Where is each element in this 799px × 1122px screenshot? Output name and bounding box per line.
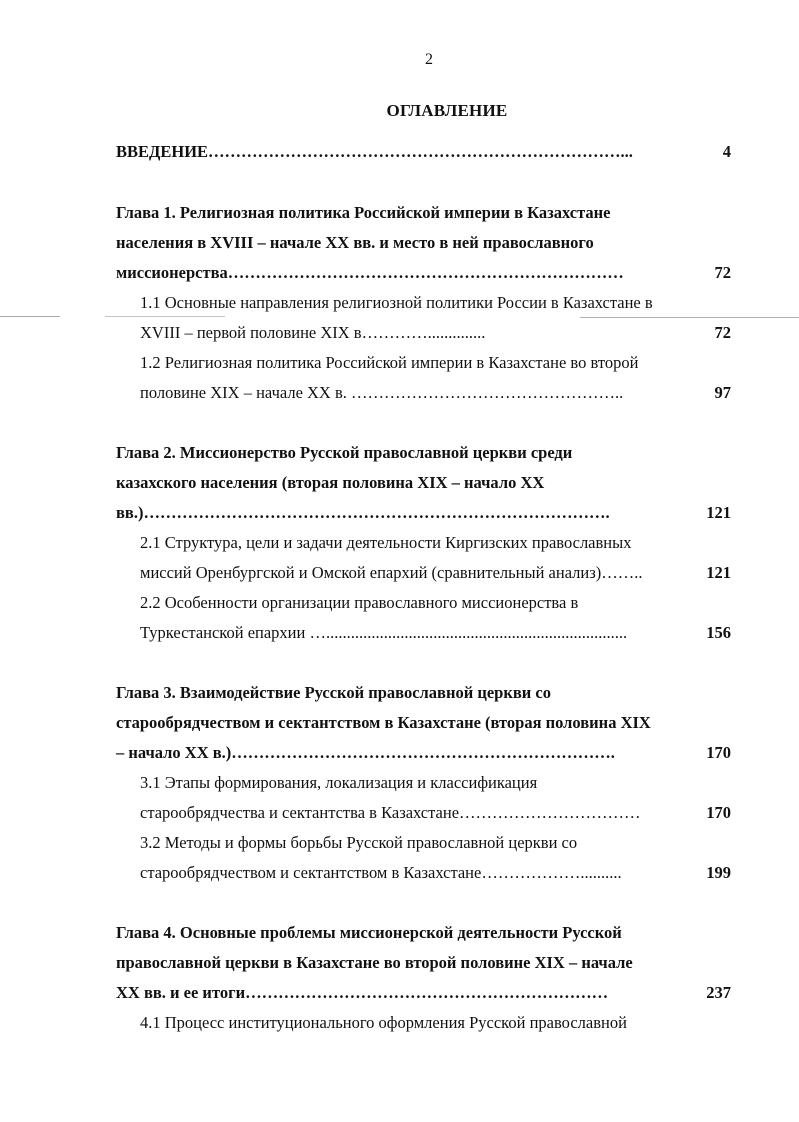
section-2-1-line-1[interactable]: 2.1 Структура, цели и задачи деятельности Киргизских православных xyxy=(140,533,632,552)
section-4-1-line-1[interactable]: 4.1 Процесс институционального оформления Русской православной xyxy=(140,1013,627,1032)
section-1-1-line-2[interactable]: XVIII – первой половине XIX в………….............. xyxy=(140,323,486,342)
chapter-1-title-line-2[interactable]: населения в XVIII – начале XX вв. и место в ней православного xyxy=(116,233,594,252)
chapter-2-title-line-3[interactable]: вв.)…………………………………………………………………………. xyxy=(116,503,610,522)
section-2-2-page: 156 xyxy=(706,623,731,642)
chapter-2-title-line-2[interactable]: казахского населения (вторая половина XIX – начало XX xyxy=(116,473,545,492)
chapter-3-page: 170 xyxy=(706,743,731,762)
section-3-1-page: 170 xyxy=(706,803,731,822)
scan-artifact-rule xyxy=(105,316,225,317)
chapter-2-title-line-1[interactable]: Глава 2. Миссионерство Русской православной церкви среди xyxy=(116,443,573,462)
chapter-1-title-line-1[interactable]: Глава 1. Религиозная политика Российской империи в Казахстане xyxy=(116,203,611,222)
toc-title: ОГЛАВЛЕНИЕ xyxy=(386,101,508,120)
section-3-1-line-2[interactable]: старообрядчества и сектантства в Казахстане…………………………… xyxy=(140,803,641,822)
chapter-3-title-line-1[interactable]: Глава 3. Взаимодействие Русской православной церкви со xyxy=(116,683,551,702)
section-1-1-page: 72 xyxy=(714,323,731,342)
section-2-2-line-1[interactable]: 2.2 Особенности организации православного миссионерства в xyxy=(140,593,579,612)
page-number: 2 xyxy=(425,51,433,68)
section-2-1-page: 121 xyxy=(706,563,731,582)
toc-entry-intro[interactable]: ВВЕДЕНИЕ…………………………………………………………………... xyxy=(116,142,633,161)
section-1-2-line-1[interactable]: 1.2 Религиозная политика Российской империи в Казахстане во второй xyxy=(140,353,639,372)
toc-page-intro: 4 xyxy=(722,142,731,161)
section-3-2-line-1[interactable]: 3.2 Методы и формы борьбы Русской православной церкви со xyxy=(140,833,578,852)
chapter-4-page: 237 xyxy=(706,983,731,1002)
chapter-1-page: 72 xyxy=(714,263,731,282)
chapter-3-title-line-2[interactable]: старообрядчеством и сектантством в Казахстане (вторая половина XIX xyxy=(116,713,651,732)
section-3-2-page: 199 xyxy=(706,863,731,882)
section-2-2-line-2[interactable]: Туркестанской епархии …......................................................................... xyxy=(140,623,628,642)
chapter-2-page: 121 xyxy=(706,503,731,522)
chapter-1-title-line-3[interactable]: миссионерства……………………………………………………………… xyxy=(116,263,624,282)
section-3-2-line-2[interactable]: старообрядчеством и сектантством в Казахстане……………….......... xyxy=(140,863,622,882)
section-2-1-line-2[interactable]: миссий Оренбургской и Омской епархий (сравнительный анализ)…….. xyxy=(140,563,643,582)
section-1-2-page: 97 xyxy=(714,383,731,402)
section-3-1-line-1[interactable]: 3.1 Этапы формирования, локализация и классификация xyxy=(140,773,538,792)
chapter-3-title-line-3[interactable]: – начало XX в.)……………………………………………………………. xyxy=(116,743,615,762)
scan-artifact-rule xyxy=(0,316,60,317)
chapter-4-title-line-1[interactable]: Глава 4. Основные проблемы миссионерской деятельности Русской xyxy=(116,923,622,942)
section-1-1-line-1[interactable]: 1.1 Основные направления религиозной политики России в Казахстане в xyxy=(140,293,653,312)
chapter-4-title-line-3[interactable]: XX вв. и ее итоги………………………………………………………… xyxy=(116,983,609,1002)
scan-artifact-rule xyxy=(580,317,799,318)
chapter-4-title-line-2[interactable]: православной церкви в Казахстане во второй половине XIX – начале xyxy=(116,953,633,972)
section-1-2-line-2[interactable]: половине XIX – начале XX в. ………………………………………….. xyxy=(140,383,624,402)
